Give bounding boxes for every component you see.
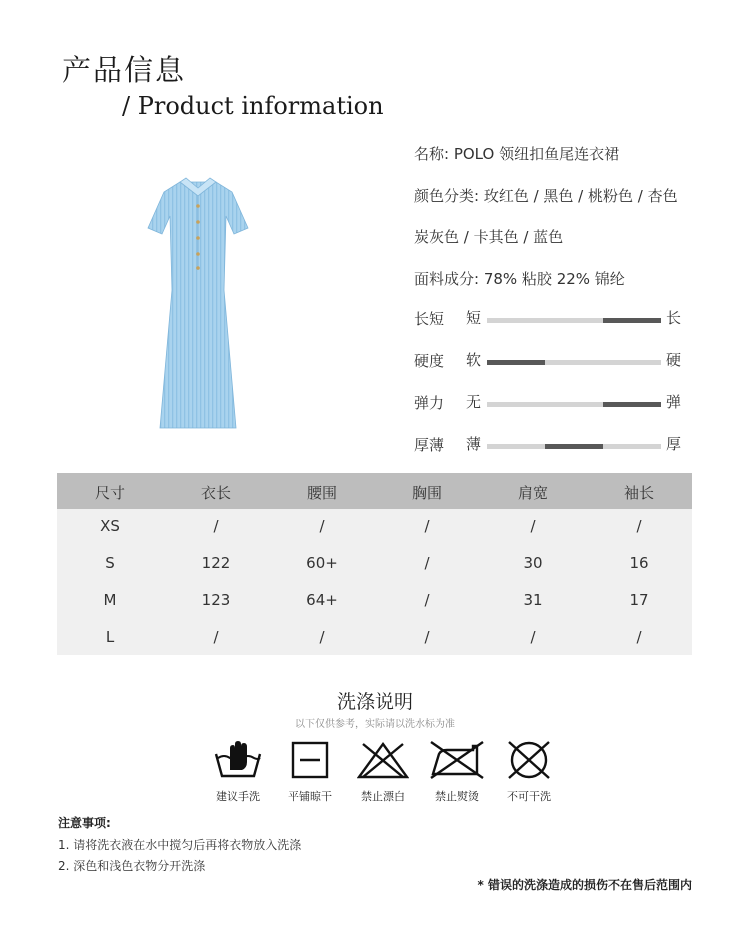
attribute-marker <box>545 444 603 449</box>
attribute-min-label: 薄 <box>466 435 482 453</box>
table-cell: / <box>424 591 430 609</box>
attribute-scale <box>487 402 661 407</box>
table-cell: / <box>424 628 430 646</box>
dry-flat-icon <box>290 740 330 780</box>
table-cell: / <box>424 517 430 535</box>
attribute-label: 厚薄 <box>414 436 445 454</box>
attribute-max-label: 硬 <box>666 351 682 369</box>
table-cell: / <box>530 517 536 535</box>
notes-title: 注意事项: <box>58 816 111 830</box>
table-cell: / <box>213 628 219 646</box>
attribute-marker <box>603 402 661 407</box>
header-sleeve: 袖长 <box>623 484 654 502</box>
table-cell: / <box>530 628 536 646</box>
attribute-label: 弹力 <box>414 394 445 412</box>
table-cell: M <box>103 591 117 609</box>
table-cell: L <box>105 628 115 646</box>
page-title: 产品信息 <box>62 53 187 87</box>
attribute-max-label: 厚 <box>666 435 682 453</box>
washing-subtitle: 以下仅供参考，实际请以洗水标为准 <box>295 719 455 730</box>
hand-wash-icon <box>212 740 264 780</box>
wash-item-no-dry-clean <box>484 740 574 804</box>
table-cell: 17 <box>629 591 649 609</box>
attribute-label: 硬度 <box>414 352 445 370</box>
wash-label: 禁止熨烫 <box>435 790 479 803</box>
attribute-hardness <box>414 348 704 372</box>
no-iron-icon <box>429 740 485 780</box>
wash-label: 平铺晾干 <box>288 790 332 803</box>
washing-title: 洗涤说明 <box>336 691 413 713</box>
table-cell: 123 <box>201 591 231 609</box>
attribute-min-label: 软 <box>466 351 482 369</box>
table-cell: / <box>636 628 642 646</box>
color-options-continued: 炭灰色 / 卡其色 / 蓝色 <box>414 228 564 246</box>
attribute-max-label: 弹 <box>666 393 682 411</box>
no-dry-clean-icon <box>505 740 553 780</box>
table-cell: XS <box>100 517 120 535</box>
table-cell: S <box>105 554 115 572</box>
table-cell: 64+ <box>306 591 338 609</box>
color-options: 颜色分类: 玫红色 / 黑色 / 桃粉色 / 杏色 <box>414 187 678 205</box>
attribute-elasticity <box>414 390 704 414</box>
attribute-thickness <box>414 432 704 456</box>
wash-label: 建议手洗 <box>216 790 260 803</box>
note-item: 2. 深色和浅色衣物分开洗涤 <box>58 859 206 873</box>
size-table-header <box>57 473 692 509</box>
fabric-composition: 面料成分: 78% 粘胶 22% 锦纶 <box>414 270 625 288</box>
note-item: 1. 请将洗衣液在水中搅匀后再将衣物放入洗涤 <box>58 838 302 852</box>
no-bleach-icon <box>357 740 409 780</box>
header-size: 尺寸 <box>94 484 125 502</box>
page-subtitle: / Product information <box>122 92 384 120</box>
attribute-max-label: 长 <box>666 309 682 327</box>
attribute-marker <box>603 318 661 323</box>
attribute-length <box>414 306 704 330</box>
header-length: 衣长 <box>200 484 231 502</box>
attribute-marker <box>487 360 545 365</box>
table-cell: 16 <box>629 554 649 572</box>
attribute-min-label: 无 <box>466 393 482 411</box>
table-cell: 60+ <box>306 554 338 572</box>
product-name: 名称: POLO 领纽扣鱼尾连衣裙 <box>414 145 620 163</box>
table-cell: / <box>319 628 325 646</box>
dress-image <box>140 170 255 432</box>
attribute-scale <box>487 444 661 449</box>
attribute-label: 长短 <box>414 310 445 328</box>
wash-label: 禁止漂白 <box>361 790 405 803</box>
header-shoulder: 肩宽 <box>517 484 548 502</box>
wash-label: 不可干洗 <box>507 790 551 803</box>
attribute-scale <box>487 360 661 365</box>
table-cell: 122 <box>201 554 231 572</box>
attribute-min-label: 短 <box>466 309 482 327</box>
header-waist: 腰围 <box>306 484 337 502</box>
table-cell: / <box>213 517 219 535</box>
table-cell: / <box>319 517 325 535</box>
table-cell: / <box>424 554 430 572</box>
header-bust: 胸围 <box>411 484 442 502</box>
table-cell: / <box>636 517 642 535</box>
disclaimer: * 错误的洗涤造成的损伤不在售后范围内 <box>477 878 692 892</box>
size-table <box>57 473 692 655</box>
table-cell: 31 <box>523 591 543 609</box>
attribute-scale <box>487 318 661 323</box>
table-cell: 30 <box>523 554 543 572</box>
